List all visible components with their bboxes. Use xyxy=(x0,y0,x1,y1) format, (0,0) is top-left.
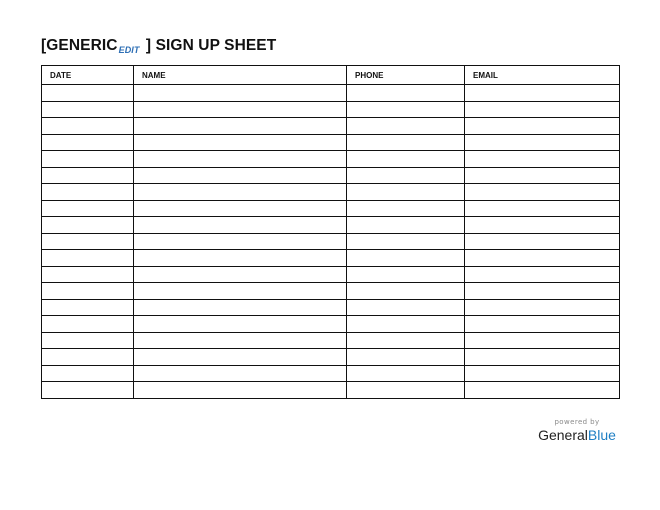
logo-general: General xyxy=(538,427,588,443)
cell-date[interactable] xyxy=(42,283,134,300)
table-row xyxy=(42,101,620,118)
page-title xyxy=(41,37,276,55)
table-row xyxy=(42,382,620,399)
generalblue-branding xyxy=(536,418,618,444)
table-row xyxy=(42,151,620,168)
cell-email[interactable] xyxy=(465,217,620,234)
header-row xyxy=(42,66,620,85)
cell-email[interactable] xyxy=(465,266,620,283)
cell-date[interactable] xyxy=(42,200,134,217)
cell-name[interactable] xyxy=(134,167,347,184)
cell-phone[interactable] xyxy=(347,299,465,316)
cell-email[interactable] xyxy=(465,332,620,349)
table-body xyxy=(42,85,620,399)
cell-phone[interactable] xyxy=(347,85,465,102)
cell-name[interactable] xyxy=(134,365,347,382)
cell-date[interactable] xyxy=(42,316,134,333)
cell-date[interactable] xyxy=(42,85,134,102)
cell-name[interactable] xyxy=(134,217,347,234)
cell-email[interactable] xyxy=(465,316,620,333)
powered-by-text: powered by xyxy=(554,418,600,426)
generalblue-logo xyxy=(536,427,618,444)
cell-email[interactable] xyxy=(465,167,620,184)
cell-phone[interactable] xyxy=(347,349,465,366)
table-row xyxy=(42,167,620,184)
cell-name[interactable] xyxy=(134,101,347,118)
cell-name[interactable] xyxy=(134,332,347,349)
cell-name[interactable] xyxy=(134,151,347,168)
cell-email[interactable] xyxy=(465,184,620,201)
title-prefix: [GENERIC xyxy=(41,37,118,54)
cell-name[interactable] xyxy=(134,134,347,151)
cell-email[interactable] xyxy=(465,250,620,267)
cell-email[interactable] xyxy=(465,349,620,366)
cell-phone[interactable] xyxy=(347,134,465,151)
cell-email[interactable] xyxy=(465,283,620,300)
cell-email[interactable] xyxy=(465,365,620,382)
table-row xyxy=(42,299,620,316)
table-row xyxy=(42,349,620,366)
table-row xyxy=(42,365,620,382)
cell-phone[interactable] xyxy=(347,365,465,382)
cell-phone[interactable] xyxy=(347,332,465,349)
cell-date[interactable] xyxy=(42,134,134,151)
cell-phone[interactable] xyxy=(347,151,465,168)
table-row xyxy=(42,217,620,234)
cell-phone[interactable] xyxy=(347,167,465,184)
cell-phone[interactable] xyxy=(347,118,465,135)
cell-name[interactable] xyxy=(134,233,347,250)
table-row xyxy=(42,283,620,300)
cell-date[interactable] xyxy=(42,332,134,349)
cell-phone[interactable] xyxy=(347,250,465,267)
cell-name[interactable] xyxy=(134,283,347,300)
cell-date[interactable] xyxy=(42,299,134,316)
cell-date[interactable] xyxy=(42,365,134,382)
cell-name[interactable] xyxy=(134,85,347,102)
cell-date[interactable] xyxy=(42,167,134,184)
cell-date[interactable] xyxy=(42,101,134,118)
cell-phone[interactable] xyxy=(347,316,465,333)
table-row xyxy=(42,85,620,102)
cell-name[interactable] xyxy=(134,266,347,283)
column-header-email: EMAIL xyxy=(465,66,620,85)
cell-email[interactable] xyxy=(465,85,620,102)
cell-date[interactable] xyxy=(42,349,134,366)
table-row xyxy=(42,266,620,283)
cell-name[interactable] xyxy=(134,118,347,135)
cell-date[interactable] xyxy=(42,184,134,201)
cell-phone[interactable] xyxy=(347,200,465,217)
signup-table xyxy=(41,65,620,399)
cell-date[interactable] xyxy=(42,118,134,135)
cell-phone[interactable] xyxy=(347,233,465,250)
cell-name[interactable] xyxy=(134,200,347,217)
cell-date[interactable] xyxy=(42,266,134,283)
cell-date[interactable] xyxy=(42,250,134,267)
cell-phone[interactable] xyxy=(347,217,465,234)
table-row xyxy=(42,200,620,217)
cell-email[interactable] xyxy=(465,200,620,217)
cell-phone[interactable] xyxy=(347,283,465,300)
title-suffix: ] SIGN UP SHEET xyxy=(141,37,277,54)
cell-email[interactable] xyxy=(465,382,620,399)
cell-name[interactable] xyxy=(134,382,347,399)
cell-phone[interactable] xyxy=(347,101,465,118)
cell-name[interactable] xyxy=(134,250,347,267)
cell-name[interactable] xyxy=(134,299,347,316)
cell-email[interactable] xyxy=(465,101,620,118)
table-row xyxy=(42,233,620,250)
cell-phone[interactable] xyxy=(347,382,465,399)
cell-name[interactable] xyxy=(134,316,347,333)
cell-email[interactable] xyxy=(465,134,620,151)
column-header-phone: PHONE xyxy=(347,66,465,85)
column-header-name: NAME xyxy=(134,66,347,85)
cell-phone[interactable] xyxy=(347,266,465,283)
table-row xyxy=(42,118,620,135)
table-row xyxy=(42,316,620,333)
cell-email[interactable] xyxy=(465,118,620,135)
cell-email[interactable] xyxy=(465,299,620,316)
edit-tag[interactable]: EDIT xyxy=(118,45,140,55)
table-row xyxy=(42,134,620,151)
logo-blue: Blue xyxy=(587,427,616,443)
table-row xyxy=(42,184,620,201)
cell-date[interactable] xyxy=(42,151,134,168)
table-row xyxy=(42,332,620,349)
cell-date[interactable] xyxy=(42,382,134,399)
cell-email[interactable] xyxy=(465,233,620,250)
cell-date[interactable] xyxy=(42,233,134,250)
cell-email[interactable] xyxy=(465,151,620,168)
cell-phone[interactable] xyxy=(347,184,465,201)
table-row xyxy=(42,250,620,267)
cell-date[interactable] xyxy=(42,217,134,234)
column-header-date: DATE xyxy=(42,66,134,85)
cell-name[interactable] xyxy=(134,349,347,366)
cell-name[interactable] xyxy=(134,184,347,201)
